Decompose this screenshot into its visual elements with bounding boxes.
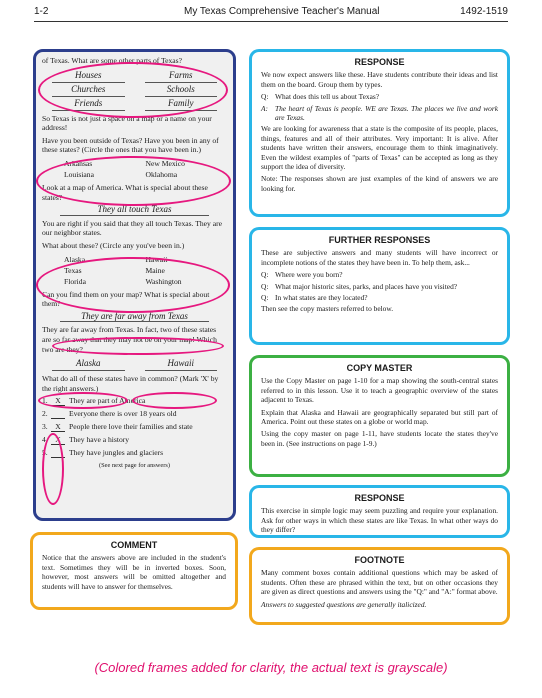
state-name: Arkansas — [64, 158, 93, 168]
lesson-paragraph: They are far away from Texas. In fact, two of these states are so far away that they may not be on your map! Which two are they? — [42, 325, 217, 354]
highlight-oval — [38, 392, 128, 409]
response-box — [249, 49, 510, 217]
lesson-paragraph: What about these? (Circle any you've been in.) — [42, 240, 185, 250]
checklist-item: 3. X People there love their families and state — [42, 422, 193, 432]
checklist-item: 2. Everyone there is over 18 years old — [42, 409, 177, 419]
check-mark: X — [51, 435, 65, 445]
highlight-oval — [42, 433, 64, 505]
state-name: Oklahoma — [145, 169, 178, 179]
check-mark: X — [51, 422, 65, 432]
year-range: 1492-1519 — [460, 6, 508, 17]
question: Q: What major historic sites, parks, and places have you visited? — [261, 281, 458, 291]
checklist-item: 1. X They are part of America — [42, 396, 146, 406]
lesson-paragraph: So Texas is not just a space on a map or a name on your address! — [42, 113, 212, 133]
question: Q: In what states are they located? — [261, 293, 368, 303]
part-answer: Churches — [52, 83, 125, 97]
question: Q: What does this tell us about Texas? — [261, 92, 380, 102]
highlight-oval — [36, 156, 231, 206]
lesson-paragraph: Can you find them on your map? What is special about them? — [42, 289, 210, 309]
part-answer: Schools — [145, 83, 218, 97]
answer-line: They are far away from Texas — [60, 312, 209, 323]
part-answer: Friends — [52, 97, 125, 111]
part-answer: Farms — [145, 69, 218, 83]
response-text: We now expect answers like these. Have students contribute their ideas and list them on the board. Group them by types. — [261, 70, 498, 89]
part-answer: Family — [145, 97, 218, 111]
further-responses-box — [249, 227, 510, 345]
answer-line: They all touch Texas — [60, 205, 209, 216]
state-name: Alaska — [64, 254, 86, 264]
response-box-2 — [249, 485, 510, 538]
state-name: Texas — [64, 265, 82, 275]
page-number: 1-2 — [34, 6, 49, 17]
question: Q: Where were you born? — [261, 270, 343, 280]
check-mark: X — [51, 396, 65, 406]
answer: A: The heart of Texas is people. WE are Texas. The places we live and work are Texas. — [261, 103, 498, 123]
footnote-title: FOOTNOTE — [354, 555, 405, 565]
answer-hawaii: Hawaii — [145, 357, 218, 371]
header-rule — [34, 21, 508, 22]
answers-note: (See next page for answers) — [99, 462, 170, 470]
copy-title: COPY MASTER — [346, 363, 413, 373]
lesson-paragraph: Have you been outside of Texas? Have you been in any of these states? (Circle the ones that you have been in.) — [42, 135, 219, 155]
lesson-paragraph: You are right if you said that they all touch Texas. They are our neighbor states. — [42, 218, 222, 238]
comment-title: COMMENT — [110, 540, 158, 550]
copy-text: Using the copy master on page 1-11, have students locate the states they've been in. (See instructions on page 1-9.) — [261, 429, 498, 448]
answer-alaska: Alaska — [52, 357, 125, 371]
lesson-intro: of Texas. What are some other parts of Texas? — [42, 56, 183, 65]
footnote-text: Many comment boxes contain additional questions which may be asked of students. Often these are phrased within the text, but on other occasions they are given as direct questions and answers using the "Q:" and "A:" format above. — [261, 568, 498, 597]
comment-box — [30, 532, 238, 610]
response-note: Note: The responses shown are just examples of the kind of answers we are looking for. — [261, 174, 498, 193]
state-name: Louisiana — [64, 169, 94, 179]
response-text: This exercise in simple logic may seem puzzling and require your explanation. Ask for other ways in which these states are like Texas. In what other ways do they differ? — [261, 506, 498, 535]
further-text: These are subjective answers and many students will have incorrect or incomplete notions of the states they have been in. To help them, ask... — [261, 248, 498, 267]
state-name: Maine — [145, 265, 165, 275]
state-name: Washington — [145, 276, 182, 286]
highlight-oval — [38, 62, 228, 118]
response-title: RESPONSE — [354, 57, 405, 67]
state-name: New Mexico — [145, 158, 185, 168]
state-name: Florida — [64, 276, 86, 286]
highlight-oval — [132, 392, 217, 409]
response-text: We are looking for awareness that a state is the composite of its people, places, things, features and all of their attributes. Very important: It is alive. After students have written their answers, encourage them to think imaginatively. Even the wildest examples of "parts of Texas" can be accepted as long as they support the idea of diversity. — [261, 124, 498, 172]
manual-title: My Texas Comprehensive Teacher's Manual — [184, 6, 380, 17]
comment-text: Notice that the answers above are included in the student's text. Sometimes they will be in inverted boxes. Soon, however, most answers will be omitted altogether and students will have to answer for themselves. — [42, 553, 226, 591]
lesson-paragraph: Look at a map of America. What is special about these states? — [42, 182, 208, 202]
checklist-item: 4. X They have a history — [42, 435, 130, 445]
footnote-box — [249, 547, 510, 625]
state-name: Hawaii — [145, 254, 168, 264]
response-title: RESPONSE — [354, 493, 405, 503]
far-states-answers — [42, 357, 227, 371]
lesson-paragraph: What do all of these states have in common? (Mark 'X' by the right answers.) — [42, 374, 219, 393]
copy-text: Explain that Alaska and Hawaii are geographically separated but still part of America. Point out these states on a globe or world map. — [261, 407, 498, 427]
highlight-oval — [36, 257, 230, 313]
checklist-item: 5. They have jungles and glaciers — [42, 448, 164, 458]
part-answer: Houses — [52, 69, 125, 83]
page-header — [34, 6, 508, 20]
further-text: Then see the copy masters referred to below. — [261, 304, 394, 314]
check-mark — [51, 409, 65, 419]
clarity-caption: (Colored frames added for clarity, the actual text is grayscale) — [94, 660, 448, 675]
footnote-text: Answers to suggested questions are generally italicized. — [261, 599, 427, 609]
copy-master-box — [249, 355, 510, 477]
further-title: FURTHER RESPONSES — [328, 235, 431, 245]
highlight-oval — [52, 337, 224, 355]
copy-text: Use the Copy Master on page 1-10 for a map showing the south-central states referred to in this lesson. Use it to teach a geographic overview of the states adjacent to Texas. — [261, 376, 498, 405]
